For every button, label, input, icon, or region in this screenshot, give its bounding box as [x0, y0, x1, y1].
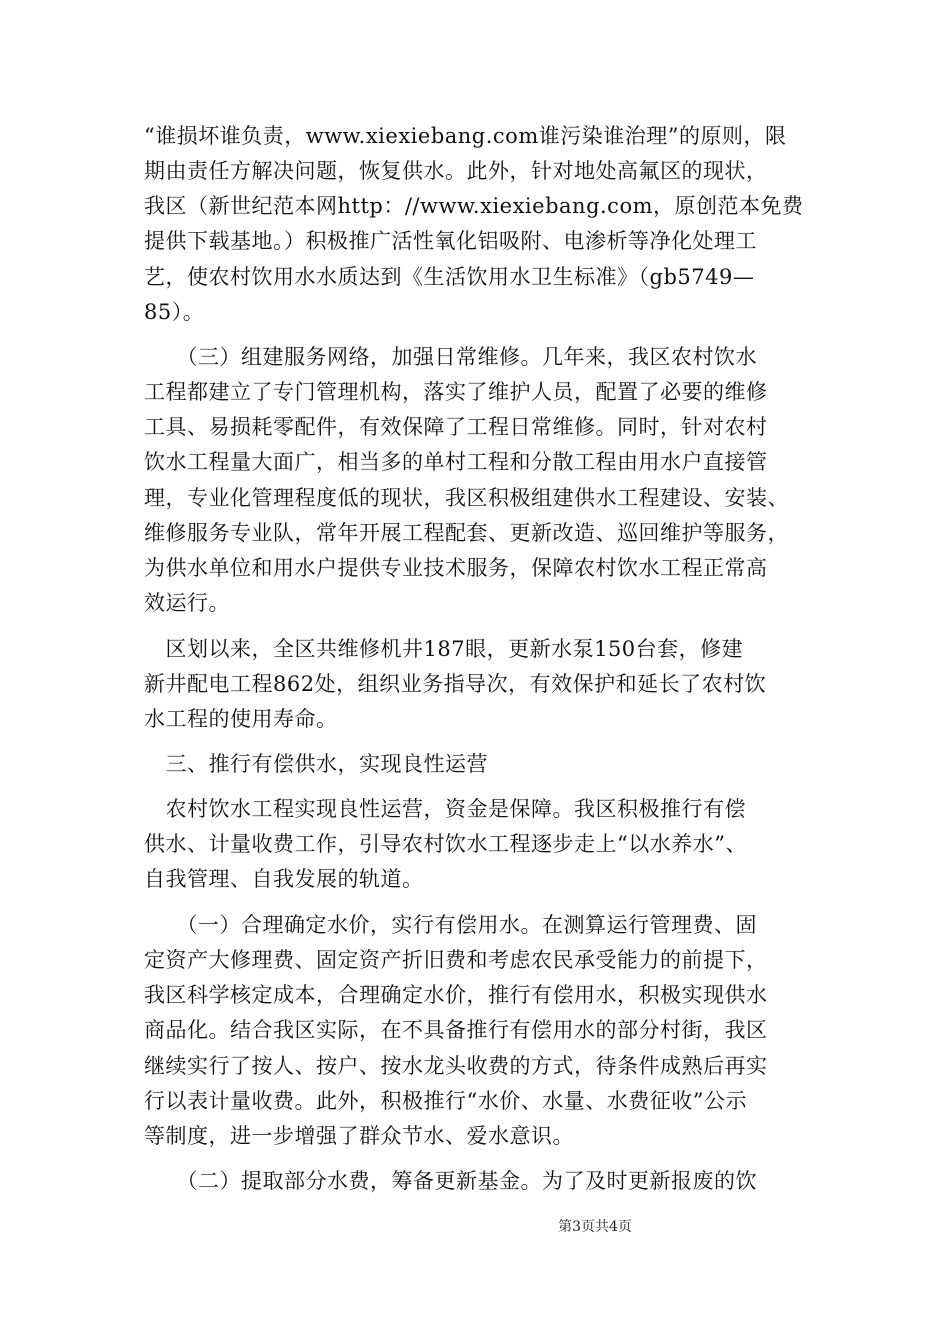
- text-line: 继续实行了按人、按户、按水龙头收费的方式，待条件成熟后再实: [144, 1054, 768, 1078]
- text-line: “谁损坏谁负责，www.xiexiebang.com谁污染谁治理”的原则，限: [144, 124, 787, 148]
- text-line: 自我管理、自我发展的轨道。: [144, 867, 424, 891]
- text-line: 我区（新世纪范本网http：//www.xiexiebang.com，原创范本免费: [144, 194, 804, 218]
- text-line: 艺，使农村饮用水水质达到《生活饮用水卫生标准》（gb5749—: [144, 265, 755, 289]
- text-line: 区划以来，全区共维修机井187眼，更新水泵150台套，修建: [144, 637, 744, 661]
- text-line: 定资产大修理费、固定资产折旧费和考虑农民承受能力的前提下，: [144, 948, 768, 972]
- text-line: 农村饮水工程实现良性运营，资金是保障。我区积极推行有偿: [144, 797, 746, 821]
- text-line: 我区科学核定成本，合理确定水价，推行有偿用水，积极实现供水: [144, 983, 768, 1007]
- text-line: （三）组建服务网络，加强日常维修。几年来，我区农村饮水: [144, 345, 757, 369]
- text-line: 提供下载基地。）积极推广活性氧化铝吸附、电渗析等净化处理工: [144, 229, 757, 253]
- text-line: 等制度，进一步增强了群众节水、爱水意识。: [144, 1124, 574, 1148]
- text-line: （二）提取部分水费，筹备更新基金。为了及时更新报废的饮: [144, 1169, 757, 1193]
- text-line: 新井配电工程862处，组织业务指导次，有效保护和延长了农村饮: [144, 672, 767, 696]
- text-line: 供水、计量收费工作，引导农村饮水工程逐步走上“以水养水”、: [144, 832, 747, 856]
- text-line: 工具、易损耗零配件，有效保障了工程日常维修。同时，针对农村: [144, 415, 768, 439]
- text-line: 饮水工程量大面广，相当多的单村工程和分散工程由用水户直接管: [144, 450, 768, 474]
- page-number-footer: 第3页共4页: [558, 1219, 632, 1235]
- text-line: （一）合理确定水价，实行有偿用水。在测算运行管理费、固: [144, 913, 757, 937]
- section-heading: 三、推行有偿供水，实现良性运营: [144, 752, 488, 776]
- text-line: 水工程的使用寿命。: [144, 707, 338, 731]
- text-line: 期由责任方解决问题，恢复供水。此外，针对地处高氟区的现状，: [144, 159, 768, 183]
- text-line: 效运行。: [144, 591, 230, 615]
- text-line: 工程都建立了专门管理机构，落实了维护人员，配置了必要的维修: [144, 380, 768, 404]
- text-line: 行以表计量收费。此外，积极推行“水价、水量、水费征收”公示: [144, 1089, 747, 1113]
- text-line: 85）。: [144, 300, 205, 324]
- text-line: 为供水单位和用水户提供专业技术服务，保障农村饮水工程正常高: [144, 556, 768, 580]
- text-line: 维修服务专业队，常年开展工程配套、更新改造、巡回维护等服务，: [144, 521, 789, 545]
- text-line: 商品化。结合我区实际，在不具备推行有偿用水的部分村街，我区: [144, 1018, 768, 1042]
- text-line: 理，专业化管理程度低的现状，我区积极组建供水工程建设、安装、: [144, 486, 789, 510]
